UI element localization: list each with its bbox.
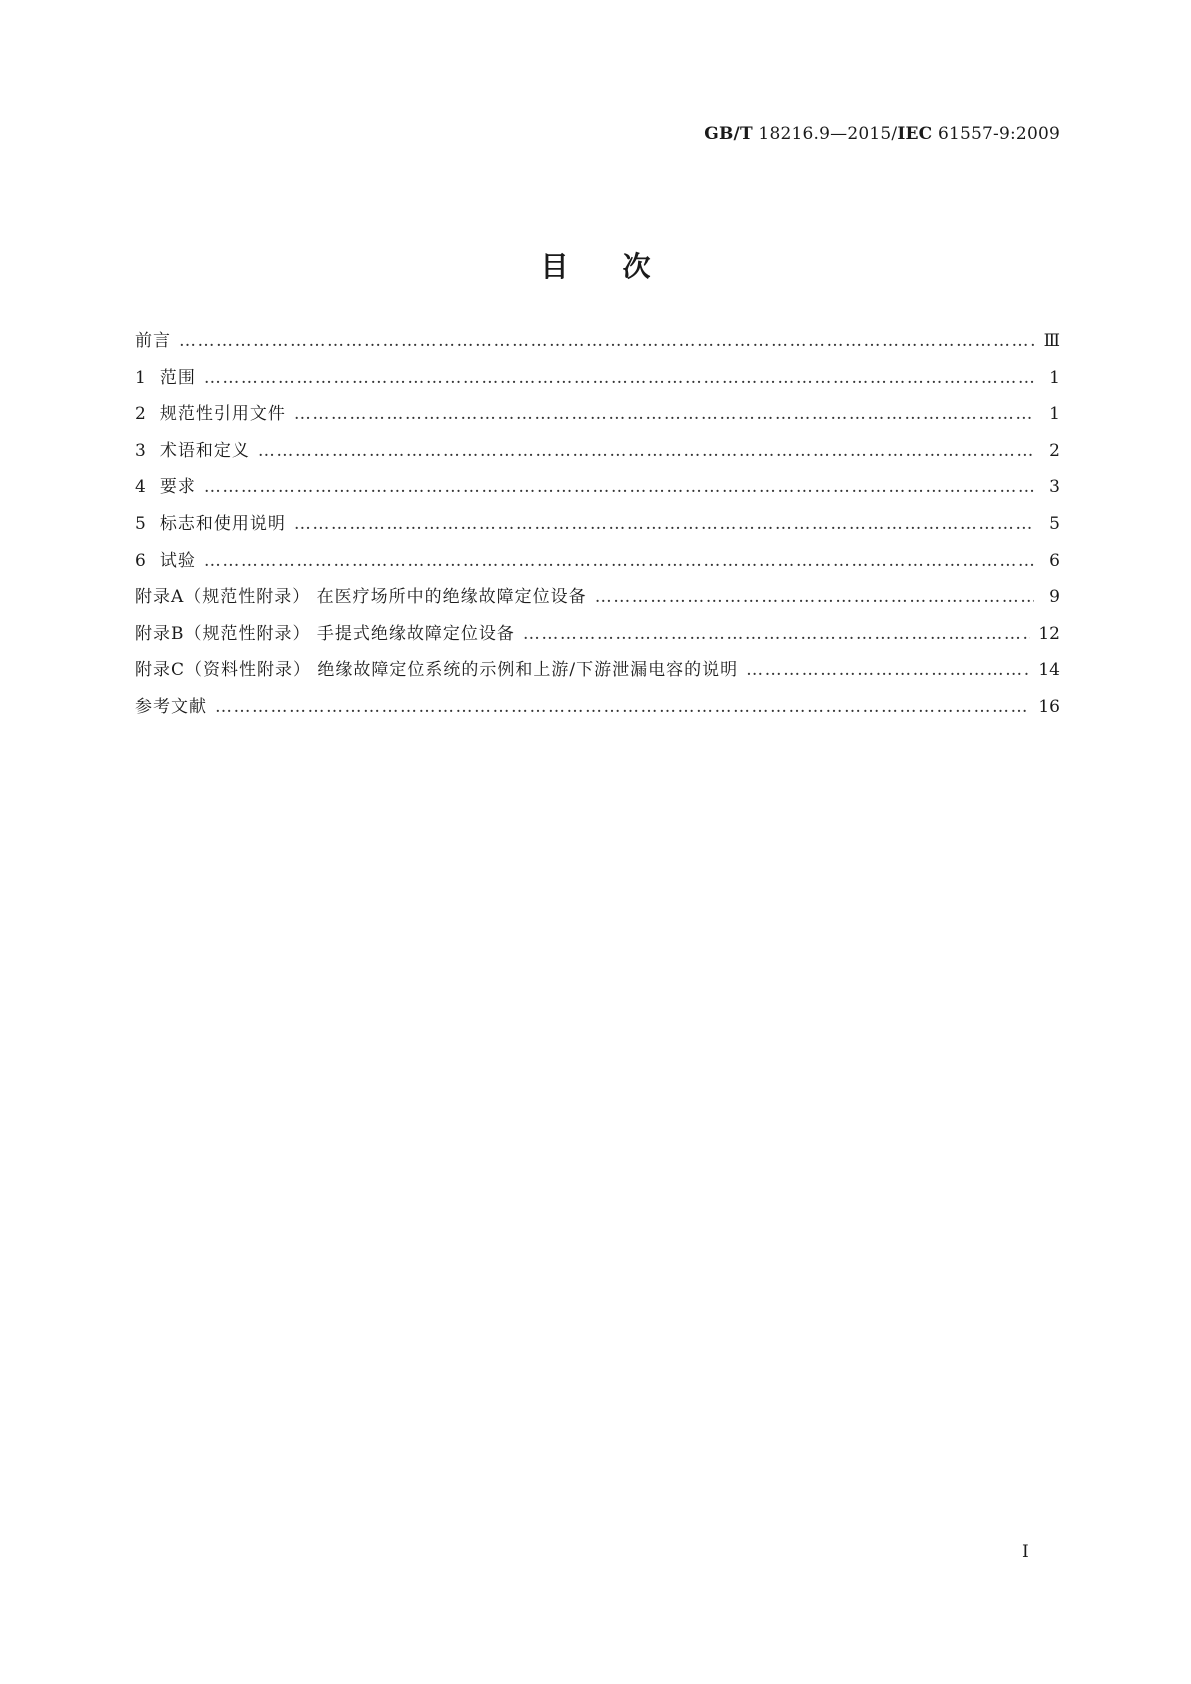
toc-entry-label: 标志和使用说明 — [159, 513, 286, 534]
toc-entry-title — [135, 472, 196, 497]
toc-entry-number: 4 — [135, 477, 146, 498]
toc-entry[interactable] — [135, 546, 1060, 583]
toc-entry-page: 5 — [1049, 513, 1060, 534]
toc-entry-title — [135, 363, 196, 388]
toc-entry-number: 3 — [135, 440, 146, 461]
toc-entry-page: 6 — [1049, 550, 1060, 571]
standard-number-header — [704, 124, 1060, 144]
dot-leader — [523, 624, 1030, 644]
toc-entry-title — [135, 399, 286, 424]
toc-entry-title — [135, 509, 286, 534]
toc-entry-label: 范围 — [159, 367, 196, 388]
toc-entry-page: 14 — [1038, 660, 1060, 681]
toc-entry-label: 参考文献 — [135, 696, 207, 717]
toc-entry-title — [135, 436, 250, 461]
toc-entry-title — [135, 582, 587, 607]
toc-entry-page: Ⅲ — [1043, 331, 1060, 351]
toc-entry-number: 2 — [135, 404, 146, 425]
toc-entry-label: 试验 — [159, 550, 196, 571]
toc-entry[interactable] — [135, 655, 1060, 692]
table-of-contents — [135, 326, 1060, 729]
toc-entry-label: 要求 — [159, 477, 196, 498]
toc-entry-page: 16 — [1038, 696, 1060, 717]
toc-entry[interactable] — [135, 399, 1060, 436]
standard-code: GB/T — [704, 124, 753, 144]
dot-leader — [746, 660, 1030, 680]
dot-leader — [215, 697, 1030, 717]
toc-entry[interactable] — [135, 363, 1060, 400]
toc-entry-page: 2 — [1049, 440, 1060, 461]
standard-number: 18216.9—2015/ — [758, 124, 898, 144]
toc-entry-page: 1 — [1049, 404, 1060, 425]
toc-entry-title — [135, 692, 207, 717]
toc-entry-number: 1 — [135, 367, 146, 388]
toc-entry[interactable] — [135, 619, 1060, 656]
toc-entry[interactable] — [135, 509, 1060, 546]
toc-entry-label: 规范性引用文件 — [159, 404, 286, 425]
toc-entry-label: 前言 — [135, 331, 171, 351]
dot-leader — [204, 477, 1034, 497]
dot-leader — [258, 441, 1034, 461]
dot-leader — [179, 331, 1034, 351]
toc-entry-title — [135, 655, 738, 680]
toc-entry-label: 附录A（规范性附录） 在医疗场所中的绝缘故障定位设备 — [135, 587, 587, 608]
toc-entry-number: 5 — [135, 513, 146, 534]
page-number: I — [1022, 1542, 1029, 1562]
toc-entry-label: 附录C（资料性附录） 绝缘故障定位系统的示例和上游/下游泄漏电容的说明 — [135, 660, 739, 681]
dot-leader — [204, 551, 1034, 571]
iec-standard-number: 61557-9:2009 — [937, 124, 1060, 144]
toc-entry-label: 术语和定义 — [159, 440, 250, 461]
toc-entry-page: 12 — [1038, 623, 1060, 644]
toc-entry-title — [135, 619, 515, 644]
toc-entry[interactable] — [135, 436, 1060, 473]
toc-entry[interactable] — [135, 472, 1060, 509]
toc-entry-number: 6 — [135, 550, 146, 571]
dot-leader — [294, 404, 1034, 424]
toc-entry-page: 9 — [1049, 587, 1060, 608]
toc-entry[interactable] — [135, 582, 1060, 619]
dot-leader — [294, 514, 1034, 534]
toc-entry-page: 1 — [1049, 367, 1060, 388]
iec-code: IEC — [897, 124, 933, 144]
toc-entry-label: 附录B（规范性附录） 手提式绝缘故障定位设备 — [135, 623, 515, 644]
toc-entry-page: 3 — [1049, 477, 1060, 498]
toc-entry[interactable] — [135, 326, 1060, 363]
toc-entry[interactable] — [135, 692, 1060, 729]
toc-entry-title — [135, 546, 196, 571]
toc-title: 目次 — [540, 249, 705, 283]
dot-leader — [204, 368, 1034, 388]
dot-leader — [595, 587, 1034, 607]
toc-entry-title — [135, 326, 171, 351]
